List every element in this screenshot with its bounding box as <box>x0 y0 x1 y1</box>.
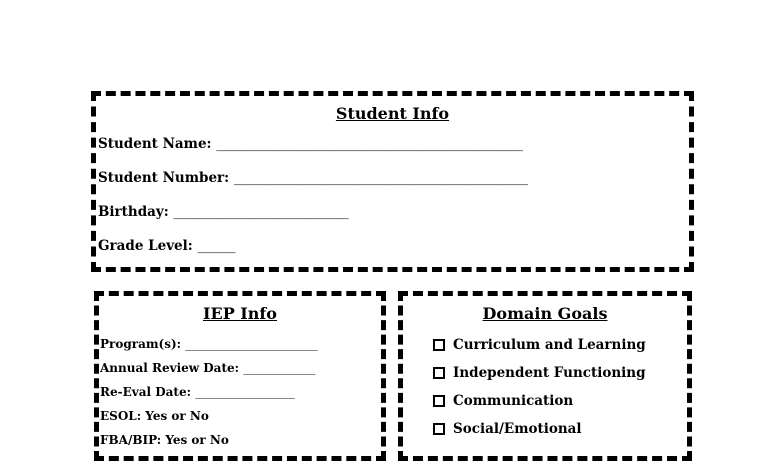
student-name-line[interactable]: _________________________________________________ <box>216 136 523 152</box>
fba-bip-label: FBA/BIP: Yes or No <box>100 433 229 447</box>
programs-line[interactable]: ________________________ <box>185 337 318 351</box>
student-number-label: Student Number: <box>98 170 230 186</box>
iep-info-section <box>94 291 386 461</box>
programs-field[interactable] <box>100 337 317 351</box>
domain-goals-title: Domain Goals <box>482 304 608 323</box>
student-info-section <box>91 91 694 272</box>
goal-label: Curriculum and Learning <box>453 337 646 353</box>
goal-label: Social/Emotional <box>453 421 582 437</box>
iep-info-title: IEP Info <box>203 304 277 323</box>
checkbox-icon[interactable] <box>433 339 445 351</box>
grade-level-label: Grade Level: <box>98 238 193 254</box>
fba-bip-field <box>100 433 229 447</box>
annual-review-line[interactable]: _____________ <box>243 361 315 375</box>
programs-label: Program(s): <box>100 337 182 351</box>
annual-review-label: Annual Review Date: <box>100 361 240 375</box>
student-number-line[interactable]: _______________________________________________ <box>233 170 528 186</box>
goal-communication[interactable] <box>433 393 573 409</box>
domain-goals-section <box>398 291 692 461</box>
grade-level-line[interactable]: ______ <box>197 238 235 254</box>
goal-independent-functioning[interactable] <box>433 365 646 381</box>
re-eval-line[interactable]: __________________ <box>195 385 295 399</box>
student-info-title: Student Info <box>335 104 450 123</box>
goal-social-emotional[interactable] <box>433 421 582 437</box>
esol-field <box>100 409 209 423</box>
re-eval-label: Re-Eval Date: <box>100 385 192 399</box>
checkbox-icon[interactable] <box>433 367 445 379</box>
goal-label: Communication <box>453 393 574 409</box>
grade-level-field[interactable] <box>98 238 235 254</box>
birthday-field[interactable] <box>98 204 348 220</box>
annual-review-field[interactable] <box>100 361 315 375</box>
re-eval-field[interactable] <box>100 385 294 399</box>
student-name-label: Student Name: <box>98 136 212 152</box>
esol-label: ESOL: Yes or No <box>100 409 209 423</box>
student-name-field[interactable] <box>98 136 522 152</box>
student-number-field[interactable] <box>98 170 528 186</box>
birthday-line[interactable]: ____________________________ <box>173 204 349 220</box>
checkbox-icon[interactable] <box>433 395 445 407</box>
birthday-label: Birthday: <box>98 204 169 220</box>
goal-label: Independent Functioning <box>453 365 646 381</box>
goal-curriculum-learning[interactable] <box>433 337 646 353</box>
checkbox-icon[interactable] <box>433 423 445 435</box>
